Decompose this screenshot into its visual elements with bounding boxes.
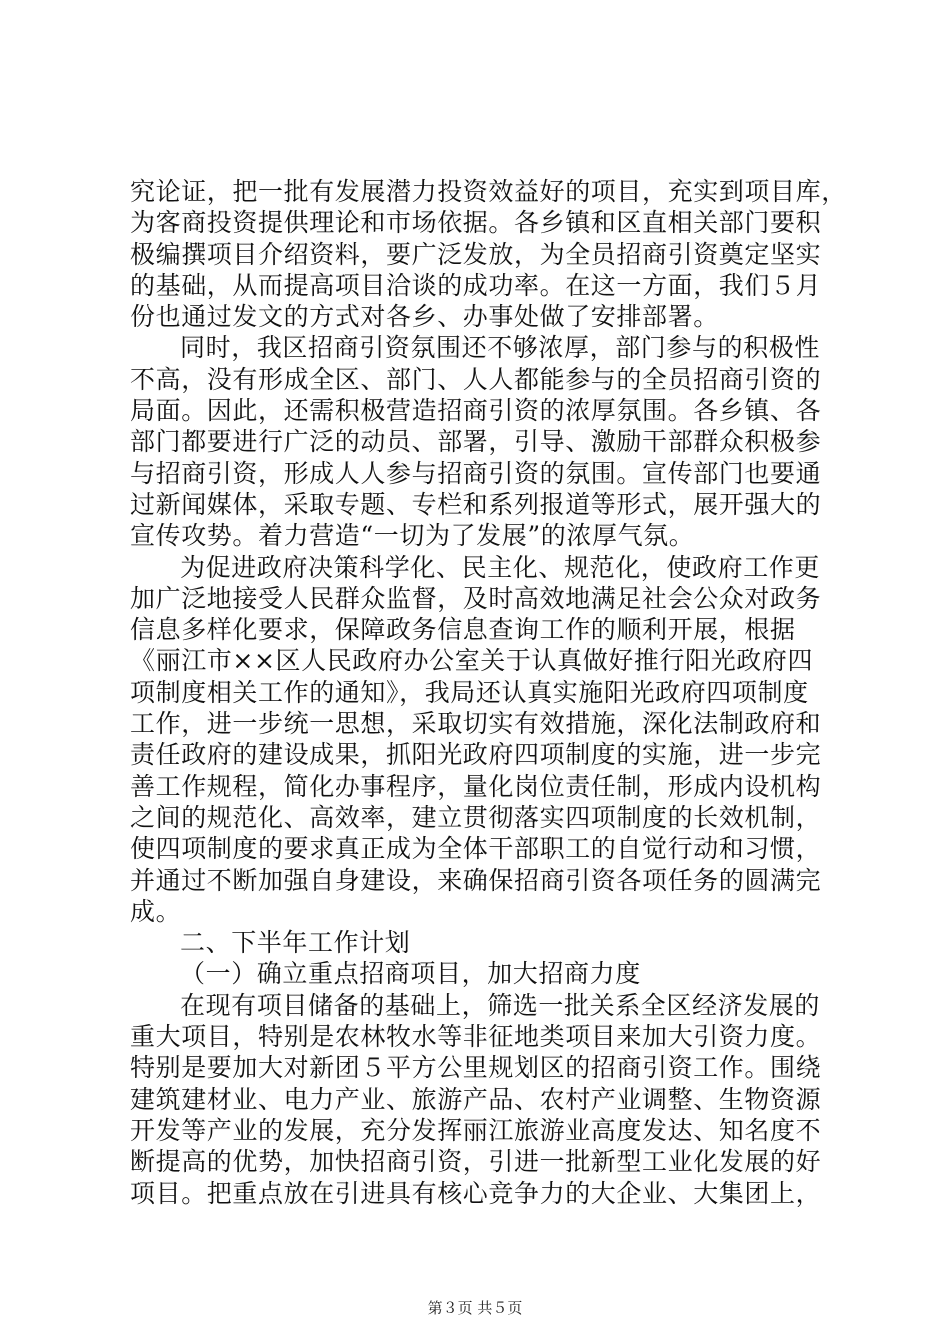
- text-line: 信息多样化要求，保障政务信息查询工作的顺利开展，根据: [130, 615, 796, 645]
- text-line: 重大项目，特别是农林牧水等非征地类项目来加大引资力度。: [130, 1022, 822, 1052]
- text-line: 极编撰项目介绍资料，要广泛发放，为全员招商引资奠定坚实: [130, 239, 822, 269]
- text-line: 不高，没有形成全区、部门、人人都能参与的全员招商引资的: [130, 364, 822, 394]
- text-line: 部门都要进行广泛的动员、部署，引导、激励干部群众积极参: [130, 427, 822, 457]
- text-line: 为客商投资提供理论和市场依据。各乡镇和区直相关部门要积: [130, 208, 822, 238]
- text-line: 局面。因此，还需积极营造招商引资的浓厚氛围。各乡镇、各: [130, 396, 822, 426]
- text-line: 工作，进一步统一思想，采取切实有效措施，深化法制政府和: [130, 709, 822, 739]
- text-line: 开发等产业的发展，充分发挥丽江旅游业高度发达、知名度不: [130, 1115, 822, 1145]
- text-line: 过新闻媒体，采取专题、专栏和系列报道等形式，展开强大的: [130, 489, 822, 519]
- document-body: [130, 176, 847, 1209]
- text-line: 宣传攻势。着力营造“一切为了发展”的浓厚气氛。: [130, 521, 695, 551]
- text-line: 《丽江市××区人民政府办公室关于认真做好推行阳光政府四: [130, 646, 814, 676]
- text-line: 特别是要加大对新团５平方公里规划区的招商引资工作。围绕: [130, 1053, 822, 1083]
- text-line: 建筑建材业、电力产业、旅游产品、农村产业调整、生物资源: [130, 1084, 822, 1114]
- text-line: 项目。把重点放在引进具有核心竞争力的大企业、大集团上，: [130, 1178, 822, 1208]
- text-line: 的基础，从而提高项目洽谈的成功率。在这一方面，我们５月: [130, 270, 822, 300]
- text-line: 究论证，把一批有发展潜力投资效益好的项目，充实到项目库，: [130, 177, 847, 206]
- text-line: 项制度相关工作的通知》，我局还认真实施阳光政府四项制度: [130, 677, 809, 707]
- text-line: 在现有项目储备的基础上，筛选一批关系全区经济发展的: [180, 990, 821, 1020]
- text-line: 二、下半年工作计划: [180, 928, 411, 958]
- text-line: （一）确立重点招商项目，加大招商力度: [180, 959, 641, 989]
- text-line: 并通过不断加强自身建设，来确保招商引资各项任务的圆满完: [130, 865, 822, 895]
- text-line: 同时，我区招商引资氛围还不够浓厚，部门参与的积极性: [180, 333, 821, 363]
- text-line: 善工作规程，简化办事程序，量化岗位责任制，形成内设机构: [130, 771, 822, 801]
- text-line: 断提高的优势，加快招商引资，引进一批新型工业化发展的好: [130, 1147, 822, 1177]
- text-line: 份也通过发文的方式对各乡、办事处做了安排部署。: [130, 302, 719, 332]
- text-line: 与招商引资，形成人人参与招商引资的氛围。宣传部门也要通: [130, 458, 822, 488]
- text-line: 加广泛地接受人民群众监督，及时高效地满足社会公众对政务: [130, 583, 822, 613]
- text-line: 使四项制度的要求真正成为全体干部职工的自觉行动和习惯，: [130, 834, 822, 864]
- page-number-footer: 第３页 共５页: [427, 1299, 523, 1317]
- text-line: 为促进政府决策科学化、民主化、规范化，使政府工作更: [180, 552, 821, 582]
- text-line: 之间的规范化、高效率，建立贯彻落实四项制度的长效机制，: [130, 802, 822, 832]
- text-line: 成。: [130, 896, 182, 926]
- text-line: 责任政府的建设成果，抓阳光政府四项制度的实施，进一步完: [130, 740, 822, 770]
